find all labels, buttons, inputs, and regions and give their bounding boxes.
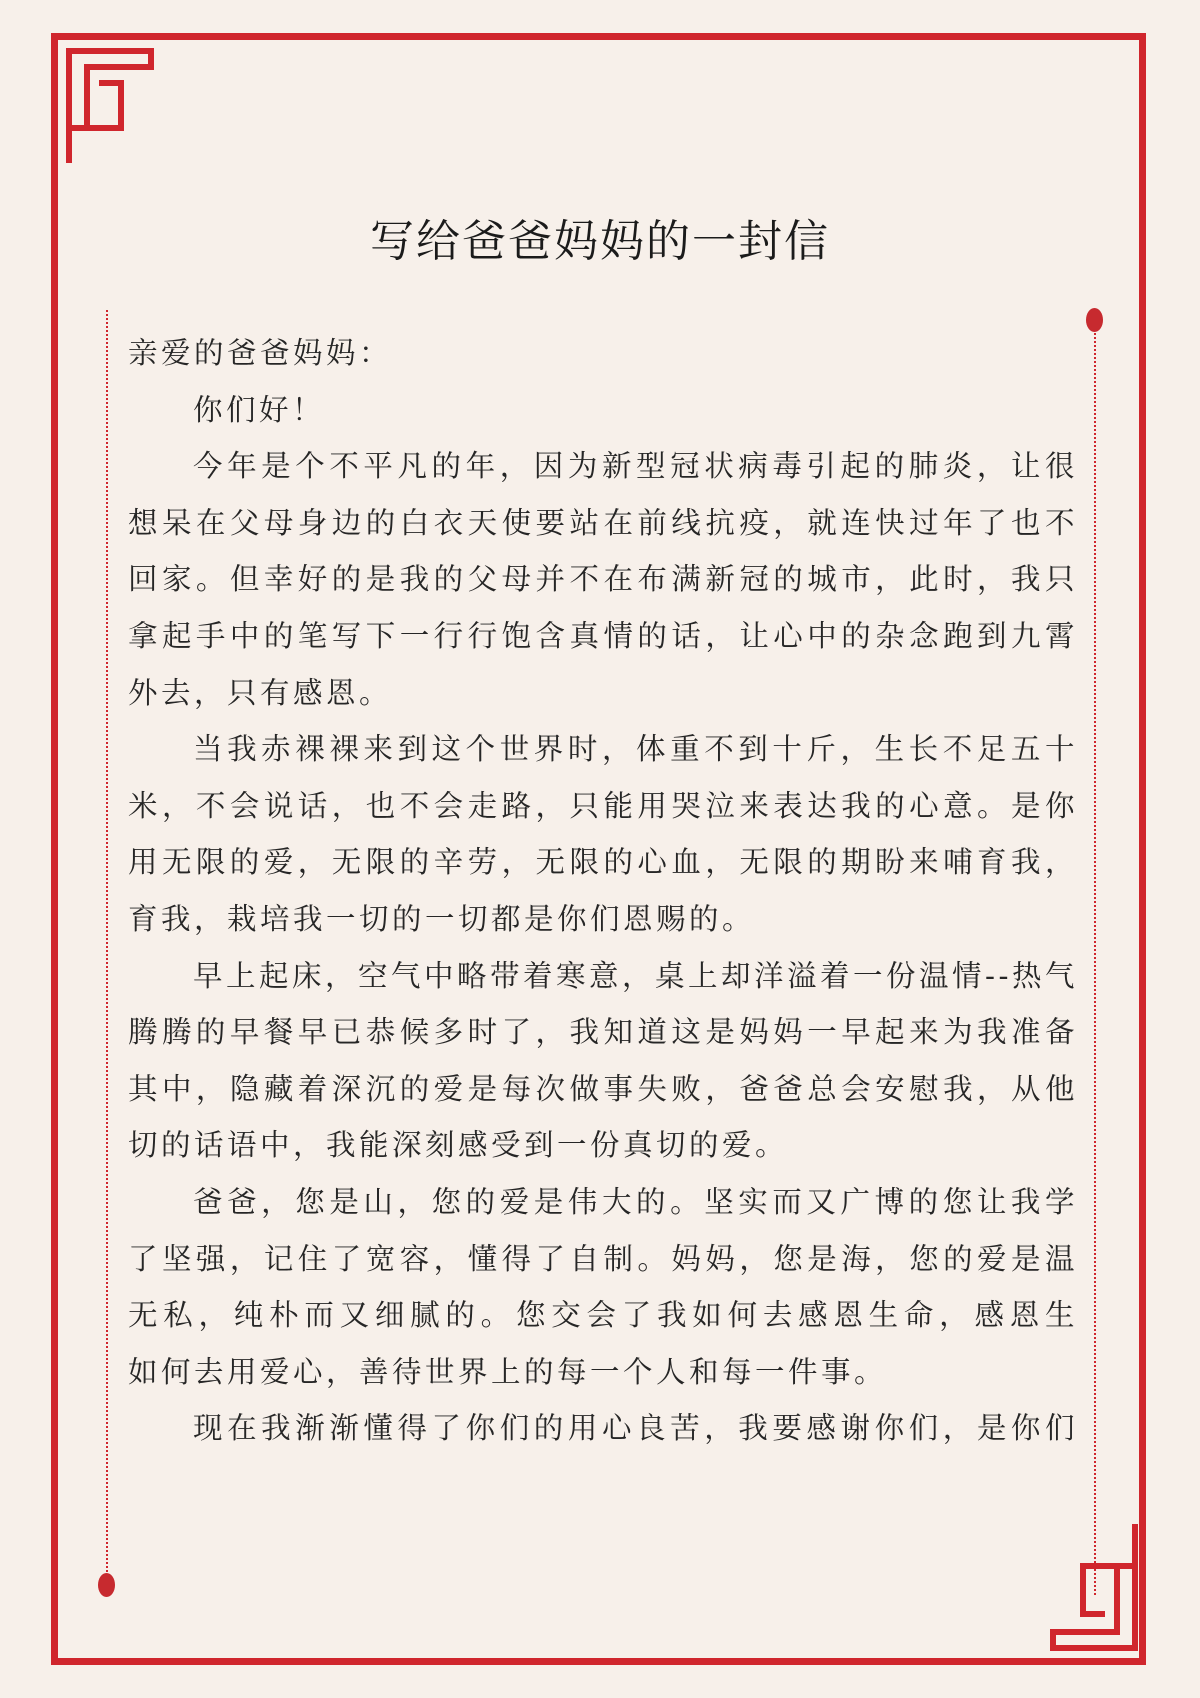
letter-line: 早上起床，空气中略带着寒意，桌上却洋溢着一份温情--热气 — [193, 958, 1078, 993]
letter-line: 外去，只有感恩。 — [128, 675, 393, 710]
dotted-guide-left — [106, 310, 108, 1580]
letter-line: 育我，栽培我一切的一切都是你们恩赐的。 — [128, 901, 756, 936]
letter-line: 切的话语中，我能深刻感受到一份真切的爱。 — [128, 1128, 789, 1163]
salutation: 亲爱的爸爸妈妈： — [128, 336, 393, 370]
letter-line: 无私，纯朴而又细腻的。您交会了我如何去感恩生命，感恩生 — [128, 1298, 1078, 1333]
letter-line: 如何去用爱心，善待世界上的每一个人和每一件事。 — [128, 1354, 888, 1389]
letter-line: 爸爸，您是山，您的爱是伟大的。坚实而又广博的您让我学 — [193, 1184, 1078, 1219]
letter-line: 想呆在父母身边的白衣天使要站在前线抗疫，就连快过年了也不 — [128, 505, 1078, 540]
corner-ornament-bottom-right — [1043, 1524, 1153, 1664]
letter-line: 今年是个不平凡的年，因为新型冠状病毒引起的肺炎，让很 — [193, 449, 1078, 484]
corner-ornament-top-left — [51, 33, 161, 163]
letter-body — [128, 325, 1078, 1457]
red-bead-left — [98, 1573, 115, 1597]
letter-line: 米，不会说话，也不会走路，只能用哭泣来表达我的心意。是你 — [128, 788, 1078, 823]
letter-line: 了坚强，记住了宽容，懂得了自制。妈妈，您是海，您的爱是温 — [128, 1241, 1078, 1276]
letter-line: 其中，隐藏着深沉的爱是每次做事失败，爸爸总会安慰我，从他 — [128, 1071, 1078, 1106]
letter-line: 当我赤裸裸来到这个世界时，体重不到十斤，生长不足五十 — [193, 732, 1078, 767]
greeting: 你们好！ — [193, 392, 326, 427]
dotted-guide-right — [1094, 325, 1096, 1595]
letter-line: 拿起手中的笔写下一行行饱含真情的话，让心中的杂念跑到九霄 — [128, 618, 1078, 653]
letter-line: 现在我渐渐懂得了你们的用心良苦，我要感谢你们，是你们 — [193, 1411, 1078, 1446]
letter-line: 腾腾的早餐早已恭候多时了，我知道这是妈妈一早起来为我准备 — [128, 1015, 1078, 1050]
letter-line: 用无限的爱，无限的辛劳，无限的心血，无限的期盼来哺育我， — [128, 845, 1078, 880]
red-bead-right — [1086, 308, 1103, 332]
letter-line: 回家。但幸好的是我的父母并不在布满新冠的城市，此时，我只 — [128, 562, 1078, 597]
letter-title: 写给爸爸妈妈的一封信 — [370, 216, 830, 267]
